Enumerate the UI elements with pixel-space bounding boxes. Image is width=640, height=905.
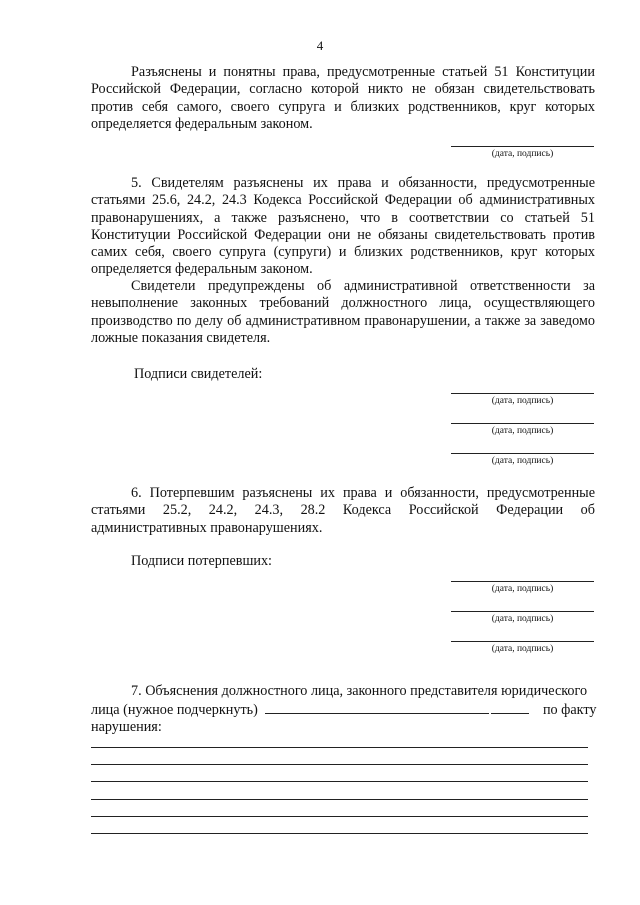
signature-line <box>451 581 594 582</box>
witness-signature-3 <box>451 453 594 477</box>
witness-signatures-label: Подписи свидетелей: <box>134 366 263 382</box>
signature-line <box>451 453 594 454</box>
signature-caption: (дата, подпись) <box>491 396 554 406</box>
section-7-heading: 7. Объяснения должностного лица, законного представителя юридического <box>131 683 588 699</box>
section-7-violation-label: нарушения: <box>91 719 162 735</box>
signature-line <box>451 423 594 424</box>
victim-signature-2 <box>451 611 594 635</box>
explanation-write-line-1[interactable] <box>91 747 588 748</box>
signature-block-intro <box>451 146 594 170</box>
victim-signature-3 <box>451 641 594 665</box>
witness-signature-1 <box>451 393 594 417</box>
signature-line <box>451 146 594 147</box>
explanation-write-line-6[interactable] <box>91 833 588 834</box>
section-6-victim-rights: 6. Потерпевшим разъяснены их права и обязанности, предусмотренные статьями 25.2, 24.2, 24.3, 28.2 Кодекса Российской Федерации об административных правонарушениях. <box>91 485 595 536</box>
signature-line <box>451 611 594 612</box>
signature-caption: (дата, подпись) <box>491 426 554 436</box>
explanation-write-line-2[interactable] <box>91 764 588 765</box>
section-7-representative-line <box>91 701 595 719</box>
victim-signatures-label: Подписи потерпевших: <box>131 553 273 569</box>
section-7-line2-start: лица (нужное подчеркнуть) <box>91 702 258 718</box>
page-number: 4 <box>316 38 324 53</box>
explanation-write-line-5[interactable] <box>91 816 588 817</box>
signature-caption: (дата, подпись) <box>491 614 554 624</box>
witness-signature-2 <box>451 423 594 447</box>
signature-line <box>451 641 594 642</box>
explanation-write-line-3[interactable] <box>91 781 588 782</box>
section-5-witness-rights: 5. Свидетелям разъяснены их права и обязанности, предусмотренные статьями 25.6, 24.2, 24.3 Кодекса Российской Федерации об административных правонарушениях, а также разъяснено, что в соответствии со статьей 51 Конституции Российской Федерации они не обязаны свидетельствовать против самих себя, своего супруга (супруги) и близких родственников, круг которых определяется федеральным законом. <box>91 175 595 278</box>
signature-line <box>451 393 594 394</box>
rights-explained-paragraph: Разъяснены и понятны права, предусмотренные статьей 51 Конституции Российской Федерации, согласно которой никто не обязан свидетельствовать против себя самого, своего супруга и близких родственников, круг которых определяется федеральным законом. <box>91 64 595 132</box>
signature-caption: (дата, подпись) <box>491 456 554 466</box>
victim-signature-1 <box>451 581 594 605</box>
representative-extra-field[interactable] <box>491 701 529 714</box>
representative-name-field[interactable] <box>265 701 489 714</box>
signature-caption: (дата, подпись) <box>491 584 554 594</box>
signature-caption: (дата, подпись) <box>491 644 554 654</box>
explanation-write-line-4[interactable] <box>91 799 588 800</box>
section-5-witness-warning: Свидетели предупреждены об административной ответственности за невыполнение законных требований должностного лица, осуществляющего производство по делу об административном правонарушении, а также за заведомо ложные показания свидетеля. <box>91 278 595 346</box>
section-7-line2-end: по факту <box>542 702 597 718</box>
signature-caption: (дата, подпись) <box>491 149 554 159</box>
